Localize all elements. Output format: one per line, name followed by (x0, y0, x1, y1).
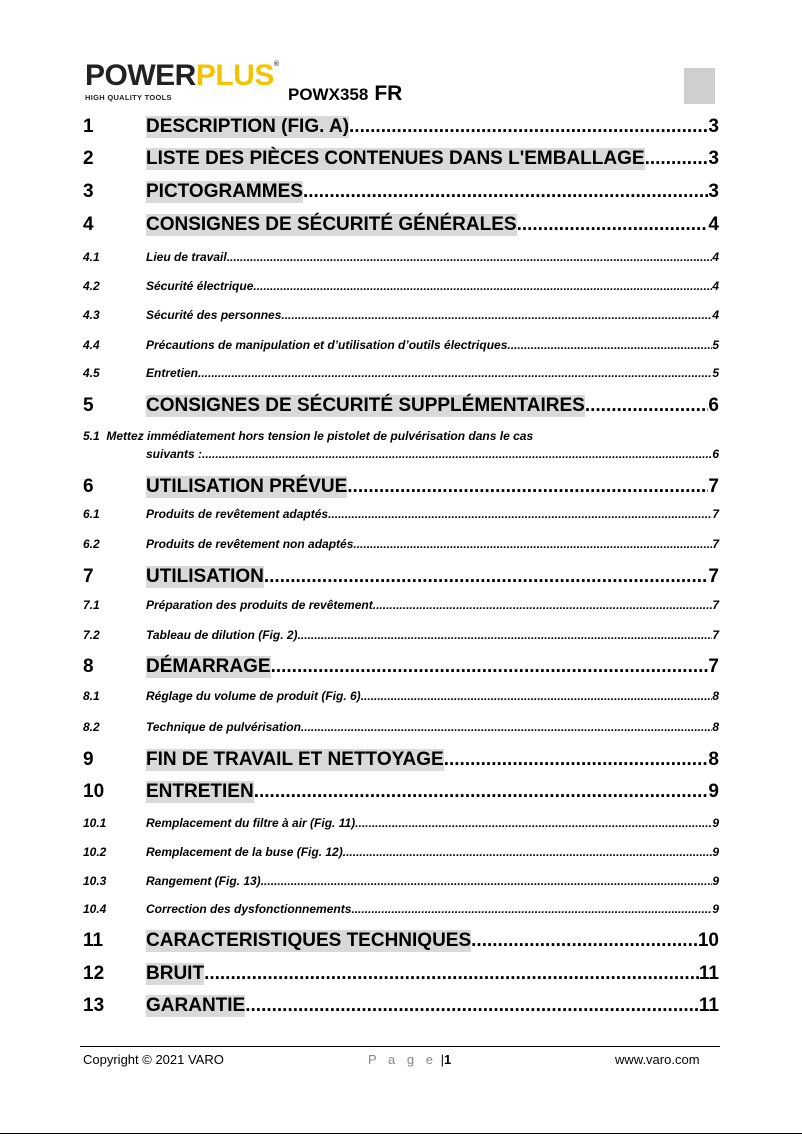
dot-leader (645, 148, 709, 170)
toc-title: Sécurité des personnes (146, 308, 282, 322)
toc-number: 4.4 (83, 338, 100, 352)
toc-number: 10.3 (83, 874, 107, 888)
toc-title: Sécurité électrique (146, 279, 254, 293)
toc-title: CARACTERISTIQUES TECHNIQUES (146, 930, 472, 951)
toc-page-number: 7 (708, 656, 719, 677)
toc-page-number: 3 (708, 116, 719, 137)
dot-leader (253, 279, 712, 293)
toc-page-number: 9 (708, 781, 719, 802)
toc-number: 4.1 (83, 250, 100, 264)
dot-leader (198, 366, 712, 380)
toc-page-number: 4 (712, 250, 719, 264)
toc-title: FIN DE TRAVAIL ET NETTOYAGE (146, 749, 444, 770)
toc-title: Rangement (Fig. 13) (146, 874, 261, 888)
toc-title: Correction des dysfonctionnements (146, 902, 352, 916)
toc-title: Préparation des produits de revêtement (146, 598, 373, 612)
toc-number: 11 (83, 930, 104, 951)
toc-entry[interactable] (83, 628, 719, 642)
toc-page-number: 7 (708, 476, 719, 497)
toc-entry[interactable] (83, 507, 719, 521)
toc-title: LISTE DES PIÈCES CONTENUES DANS L'EMBALLAGE (146, 148, 645, 169)
toc-number: 8.1 (83, 689, 100, 703)
toc-number: 7 (83, 566, 94, 587)
toc-number: 3 (83, 181, 94, 202)
toc-entry[interactable] (83, 930, 719, 952)
toc-number: 4 (83, 214, 94, 235)
toc-number: 10.4 (83, 902, 107, 916)
toc-page-number: 8 (712, 689, 719, 703)
toc-page-number: 6 (712, 447, 719, 461)
toc-title: ENTRETIEN (146, 781, 254, 802)
toc-page-number: 9 (712, 902, 719, 916)
footer-divider (80, 1046, 720, 1047)
toc-title: Produits de revêtement adaptés (146, 507, 329, 521)
toc-entry[interactable] (83, 720, 719, 734)
model-number: POWX358 (288, 85, 369, 104)
toc-page-number: 11 (698, 995, 719, 1016)
dot-leader (585, 395, 709, 417)
toc-page-number: 3 (708, 148, 719, 169)
toc-entry[interactable] (83, 279, 719, 293)
toc-number: 4.3 (83, 308, 100, 322)
dot-leader (373, 598, 713, 612)
logo-tagline: HIGH QUALITY TOOLS (85, 93, 172, 102)
dot-leader (355, 816, 712, 830)
dot-leader (328, 507, 712, 521)
toc-title: GARANTIE (146, 995, 246, 1016)
dot-leader (281, 308, 712, 322)
toc-page-number: 7 (712, 537, 719, 551)
toc-page-number: 8 (712, 720, 719, 734)
toc-number: 8.2 (83, 720, 100, 734)
dot-leader (507, 338, 712, 352)
dot-leader (298, 628, 713, 642)
toc-entry[interactable] (83, 874, 719, 888)
dot-leader (264, 566, 709, 588)
dot-leader (271, 656, 709, 678)
toc-entry[interactable] (83, 214, 719, 236)
toc-page-number: 3 (708, 181, 719, 202)
toc-entry[interactable] (83, 689, 719, 703)
toc-entry[interactable] (83, 447, 719, 461)
toc-entry[interactable] (83, 566, 719, 588)
toc-title: DESCRIPTION (FIG. A) (146, 116, 350, 137)
toc-title: Tableau de dilution (Fig. 2) (146, 628, 298, 642)
toc-page-number: 7 (712, 507, 719, 521)
toc-page-number: 8 (708, 749, 719, 770)
dot-leader (303, 181, 708, 203)
toc-title: Remplacement de la buse (Fig. 12) (146, 845, 343, 859)
toc-number: 10.2 (83, 845, 107, 859)
toc-page-number: 7 (712, 598, 719, 612)
page-number: 1 (443, 1052, 452, 1067)
toc-number: 7.1 (83, 598, 100, 612)
toc-title: CONSIGNES DE SÉCURITÉ SUPPLÉMENTAIRES (146, 395, 585, 416)
dot-leader (361, 689, 713, 703)
toc-entry[interactable] (83, 250, 719, 264)
toc-title: Remplacement du filtre à air (Fig. 11) (146, 816, 356, 830)
grey-marker (684, 68, 715, 104)
toc-title: Lieu de travail (146, 250, 227, 264)
toc-page-number: 7 (712, 628, 719, 642)
dot-leader (204, 963, 699, 985)
toc-page-number: 4 (712, 279, 719, 293)
model-header (288, 82, 402, 107)
toc-page-number: 4 (708, 214, 719, 235)
language-code: FR (374, 82, 403, 105)
dot-leader (353, 537, 712, 551)
toc-page-number: 11 (698, 963, 719, 984)
dot-leader (347, 476, 708, 498)
toc-entry[interactable] (83, 816, 719, 830)
dot-leader (245, 995, 699, 1017)
toc-number: 9 (83, 749, 94, 770)
dot-leader (301, 720, 712, 734)
page-label: P a g e (368, 1052, 437, 1067)
toc-entry[interactable] (83, 656, 719, 678)
toc-title: DÉMARRAGE (146, 656, 271, 677)
toc-page-number: 6 (708, 395, 719, 416)
toc-page-number: 4 (712, 308, 719, 322)
dot-leader (349, 116, 708, 138)
toc-title: Précautions de manipulation et d’utilisation d’outils électriques (146, 338, 508, 352)
toc-entry[interactable] (83, 476, 719, 498)
toc-entry[interactable] (83, 116, 719, 138)
footer-website: www.varo.com (615, 1052, 700, 1067)
toc-title: BRUIT (146, 963, 205, 984)
dot-leader (261, 874, 713, 888)
toc-number: 2 (83, 148, 94, 169)
toc-title: Réglage du volume de produit (Fig. 6) (146, 689, 361, 703)
toc-entry[interactable] (83, 781, 719, 803)
toc-title: PICTOGRAMMES (146, 181, 303, 202)
toc-page-number: 9 (712, 845, 719, 859)
toc-entry[interactable] (83, 598, 719, 612)
toc-page-number: 10 (697, 930, 719, 951)
toc-page-number: 7 (708, 566, 719, 587)
dot-leader (471, 930, 698, 952)
dot-leader (202, 447, 712, 461)
toc-entry[interactable] (83, 308, 719, 322)
dot-leader (517, 214, 709, 236)
toc-entry[interactable] (83, 366, 719, 380)
toc-number: 13 (83, 995, 105, 1016)
powerplus-logo: POWERPLUS® HIGH QUALITY TOOLS (85, 59, 279, 102)
toc-page-number: 9 (712, 816, 719, 830)
toc-title-line: Mettez immédiatement hors tension le pistolet de pulvérisation dans le cas (106, 429, 534, 443)
toc-number: 12 (83, 963, 105, 984)
dot-leader (351, 902, 712, 916)
toc-number: 6.2 (83, 537, 100, 551)
toc-number: 10 (83, 781, 105, 802)
toc-title: UTILISATION PRÉVUE (146, 476, 348, 497)
toc-number: 7.2 (83, 628, 100, 642)
toc-number: 4.2 (83, 279, 100, 293)
toc-entry[interactable] (83, 537, 719, 551)
toc-entry-wrapped-line[interactable] (83, 429, 533, 443)
toc-number: 5.1 (83, 429, 100, 443)
page-separator: | (440, 1052, 444, 1067)
toc-entry[interactable] (83, 845, 719, 859)
toc-entry[interactable] (83, 749, 719, 771)
toc-title: UTILISATION (146, 566, 264, 587)
footer-copyright: Copyright © 2021 VARO (83, 1052, 224, 1067)
toc-number: 10.1 (83, 816, 107, 830)
toc-entry[interactable] (83, 395, 719, 417)
toc-title: Produits de revêtement non adaptés (146, 537, 354, 551)
dot-leader (254, 781, 709, 803)
toc-number: 6.1 (83, 507, 100, 521)
toc-page-number: 5 (712, 366, 719, 380)
toc-entry[interactable] (83, 148, 719, 170)
logo-text-power: POWER (85, 59, 196, 92)
toc-title: Technique de pulvérisation (146, 720, 301, 734)
toc-entry[interactable] (83, 963, 719, 985)
toc-number: 1 (83, 116, 94, 137)
logo-text-plus: PLUS (195, 59, 274, 92)
dot-leader (444, 749, 709, 771)
toc-page-number: 9 (712, 874, 719, 888)
dot-leader (343, 845, 713, 859)
toc-entry[interactable] (83, 338, 719, 352)
toc-title: CONSIGNES DE SÉCURITÉ GÉNÉRALES (146, 214, 517, 235)
dot-leader (227, 250, 713, 264)
toc-entry[interactable] (83, 181, 719, 203)
toc-number: 6 (83, 476, 94, 497)
toc-number: 4.5 (83, 366, 100, 380)
toc-number: 8 (83, 656, 94, 677)
toc-page-number: 5 (712, 338, 719, 352)
toc-title: Entretien (146, 366, 199, 380)
footer-page (368, 1052, 451, 1068)
bottom-border (0, 1133, 802, 1134)
toc-number: 5 (83, 395, 94, 416)
toc-entry[interactable] (83, 995, 719, 1017)
toc-entry[interactable] (83, 902, 719, 916)
toc-title: suivants : (146, 447, 203, 461)
